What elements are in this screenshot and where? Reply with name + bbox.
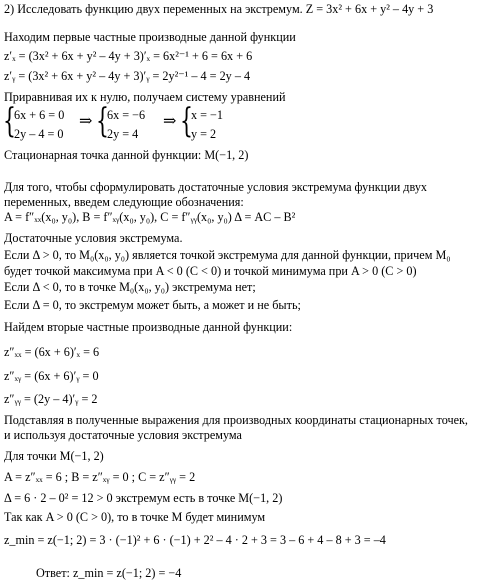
system-step-2: 2y = 4 bbox=[107, 127, 139, 141]
substitute-1: Подставляя в полученные выражения для производных координаты стационарных точек, bbox=[4, 413, 468, 427]
system-step-1: 6x = −6 bbox=[107, 108, 146, 122]
conditions-title: Достаточные условия экстремума. bbox=[4, 231, 183, 245]
second-zxx: z″ₓₓ = (6x + 6)′ₓ = 6 bbox=[4, 345, 100, 359]
sufficient-intro-1: Для того, чтобы сформулировать достаточные условия экстремума функции двух bbox=[4, 180, 428, 194]
system-sol-1: x = −1 bbox=[191, 108, 224, 122]
abc-values: A = z″ₓₓ = 6 ; B = z″ₓᵧ = 0 ; C = z″ᵧᵧ = 2 bbox=[4, 470, 196, 484]
system-eq-1: 6x + 6 = 0 bbox=[14, 108, 65, 122]
equate-line: Приравнивая их к нулю, получаем систему уравнений bbox=[4, 90, 286, 104]
stationary-point: Стационарная точка данной функции: M(−1, 2) bbox=[4, 148, 249, 162]
system-sol-2: y = 2 bbox=[191, 127, 217, 141]
substitute-2: и используя достаточные условия экстремума bbox=[4, 428, 242, 442]
problem-title: 2) Исследовать функцию двух переменных на экстремум. Z = 3x² + 6x + y² – 4y + 3 bbox=[4, 2, 434, 16]
condition-3: Если Δ = 0, то экстремум может быть, а может и не быть; bbox=[4, 298, 301, 312]
implies-arrow-1: ⇒ bbox=[79, 113, 93, 130]
answer-line: Ответ: z_min = z(−1; 2) = −4 bbox=[36, 566, 182, 580]
brace-1: { bbox=[3, 101, 16, 141]
notation-line: A = f″ₓₓ(x₀, y₀), B = f″ₓᵧ(x₀, y₀), C = f″ᵧᵧ(x₀, y₀) Δ = AC – B² bbox=[4, 210, 296, 224]
second-partials-intro: Найдем вторые частные производные данной функции: bbox=[4, 320, 293, 334]
second-zxy: z″ₓᵧ = (6x + 6)′ᵧ = 0 bbox=[4, 369, 99, 383]
minimum-conclusion: Так как A > 0 (C > 0), то в точке M будет минимум bbox=[4, 510, 266, 524]
brace-3: { bbox=[180, 101, 193, 141]
zmin-calculation: z_min = z(−1; 2) = 3 · (−1)² + 6 · (−1) + 2² – 4 · 2 + 3 = 3 – 6 + 4 – 8 + 3 = –4 bbox=[4, 533, 386, 547]
system-eq-2: 2y – 4 = 0 bbox=[14, 127, 64, 141]
condition-1b: будет точкой максимума при A < 0 (C < 0) и точкой минимума при A > 0 (C > 0) bbox=[4, 264, 417, 278]
sufficient-intro-2: переменных, введем следующие обозначения: bbox=[4, 195, 244, 209]
second-zyy: z″ᵧᵧ = (2y – 4)′ᵧ = 2 bbox=[4, 392, 98, 406]
partial-zx: z′ₓ = (3x² + 6x + y² – 4y + 3)′ₓ = 6x²⁻¹ + 6 = 6x + 6 bbox=[4, 49, 253, 63]
partials-intro: Находим первые частные производные данной функции bbox=[4, 30, 296, 44]
implies-arrow-2: ⇒ bbox=[163, 113, 177, 130]
delta-value: Δ = 6 · 2 – 0² = 12 > 0 экстремум есть в точке M(−1, 2) bbox=[4, 491, 283, 505]
partial-zy: z′ᵧ = (3x² + 6x + y² – 4y + 3)′ᵧ = 2y²⁻¹ – 4 = 2y – 4 bbox=[4, 69, 251, 83]
for-point: Для точки M(−1, 2) bbox=[4, 449, 104, 463]
brace-2: { bbox=[96, 101, 109, 141]
condition-1a: Если Δ > 0, то M₀(x₀, y₀) является точкой экстремума для данной функции, причем M₀ bbox=[4, 248, 451, 262]
condition-2: Если Δ < 0, то в точке M₀(x₀, y₀) экстремума нет; bbox=[4, 280, 256, 294]
